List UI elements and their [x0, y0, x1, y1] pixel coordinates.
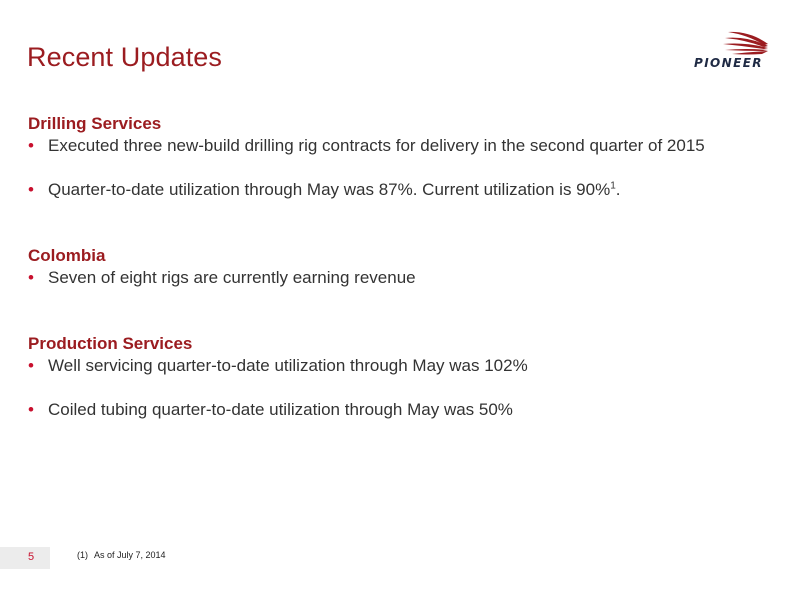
section-colombia — [28, 245, 788, 289]
logo-text: PIONEER — [694, 56, 763, 70]
bullet-text: Executed three new-build drilling rig contracts for delivery in the second quarter of 2015 — [48, 136, 705, 155]
section-production-services — [28, 333, 788, 421]
bullet-item — [28, 399, 788, 421]
bullet-text: Coiled tubing quarter-to-date utilization through May was 50% — [48, 400, 513, 419]
section-heading: Drilling Services — [28, 114, 162, 133]
bullet-item — [28, 135, 788, 157]
bullet-icon: • — [28, 136, 34, 155]
bullet-icon: • — [28, 356, 34, 375]
bullet-text: Quarter-to-date utilization through May was 87%. Current utilization is 90% — [48, 180, 611, 199]
page-number: 5 — [28, 551, 35, 563]
bullet-icon: • — [28, 268, 34, 287]
section-drilling-services — [28, 113, 788, 201]
bullet-item — [28, 267, 788, 289]
content-area — [28, 113, 788, 421]
bullet-text: Well servicing quarter-to-date utilization through May was 102% — [48, 356, 528, 375]
footnote-reference: 1 — [610, 180, 616, 192]
bullet-icon: • — [28, 180, 34, 199]
bullet-item — [28, 179, 788, 201]
footnote — [77, 550, 166, 560]
bullet-text-suffix: . — [615, 180, 621, 199]
bullet-text: Seven of eight rigs are currently earning revenue — [48, 268, 416, 287]
bullet-icon: • — [28, 400, 34, 419]
section-heading: Colombia — [28, 246, 106, 265]
bullet-item — [28, 355, 788, 377]
company-logo — [692, 30, 774, 72]
footnote-marker: (1) — [77, 550, 88, 560]
section-heading: Production Services — [28, 334, 193, 353]
footnote-text: As of July 7, 2014 — [94, 550, 166, 560]
page-number-box — [0, 547, 50, 569]
page-title: Recent Updates — [27, 42, 223, 72]
